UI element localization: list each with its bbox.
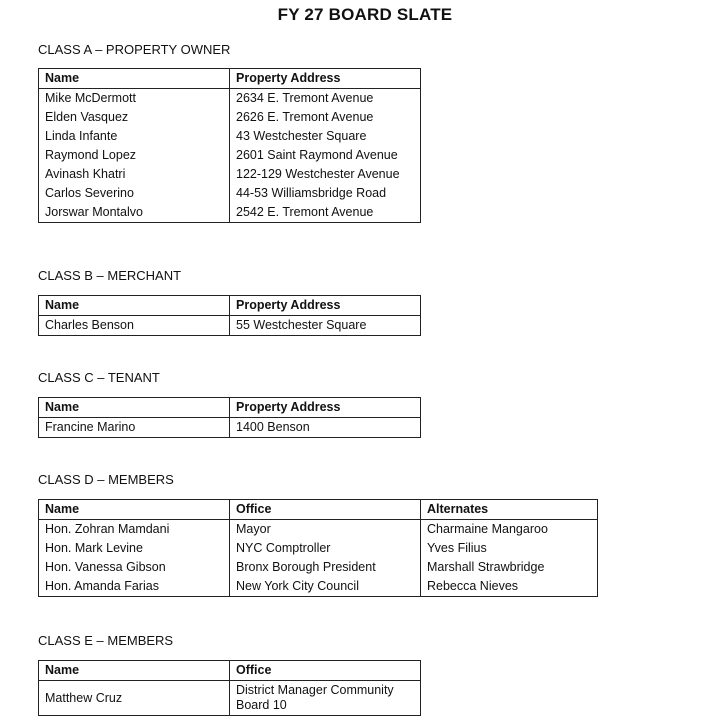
table-row bbox=[39, 184, 421, 203]
table-row bbox=[39, 681, 421, 716]
cell-office: Bronx Borough President bbox=[230, 558, 421, 577]
cell-name: Jorswar Montalvo bbox=[39, 203, 230, 223]
cell-name: Hon. Zohran Mamdani bbox=[39, 520, 230, 540]
table-row bbox=[39, 418, 421, 438]
cell-office: NYC Comptroller bbox=[230, 539, 421, 558]
column-header-name: Name bbox=[39, 296, 230, 316]
page-title: FY 27 BOARD SLATE bbox=[277, 5, 453, 24]
column-header-property-address: Property Address bbox=[230, 296, 421, 316]
table-row bbox=[39, 165, 421, 184]
table-header-row bbox=[39, 296, 421, 316]
class-e-table bbox=[38, 660, 421, 716]
cell-property-address: 43 Westchester Square bbox=[230, 127, 421, 146]
cell-property-address: 2626 E. Tremont Avenue bbox=[230, 108, 421, 127]
cell-name: Raymond Lopez bbox=[39, 146, 230, 165]
cell-property-address: 2542 E. Tremont Avenue bbox=[230, 203, 421, 223]
class-c-heading: CLASS C – TENANT bbox=[38, 370, 160, 385]
cell-name: Hon. Mark Levine bbox=[39, 539, 230, 558]
cell-name: Mike McDermott bbox=[39, 89, 230, 109]
cell-property-address: 55 Westchester Square bbox=[230, 316, 421, 336]
cell-name: Carlos Severino bbox=[39, 184, 230, 203]
class-a-table bbox=[38, 68, 421, 223]
cell-property-address: 1400 Benson bbox=[230, 418, 421, 438]
cell-alternate: Marshall Strawbridge bbox=[421, 558, 598, 577]
cell-property-address: 2634 E. Tremont Avenue bbox=[230, 89, 421, 109]
cell-alternate: Rebecca Nieves bbox=[421, 577, 598, 597]
class-e-heading: CLASS E – MEMBERS bbox=[38, 633, 174, 648]
cell-name: Hon. Amanda Farias bbox=[39, 577, 230, 597]
class-c-table bbox=[38, 397, 421, 438]
table-row bbox=[39, 577, 598, 597]
cell-property-address: 44-53 Williamsbridge Road bbox=[230, 184, 421, 203]
class-a-heading: CLASS A – PROPERTY OWNER bbox=[38, 42, 231, 57]
class-d-heading: CLASS D – MEMBERS bbox=[38, 472, 174, 487]
cell-property-address: 122-129 Westchester Avenue bbox=[230, 165, 421, 184]
table-row bbox=[39, 520, 598, 540]
class-d-table bbox=[38, 499, 598, 597]
column-header-name: Name bbox=[39, 661, 230, 681]
table-header-row bbox=[39, 69, 421, 89]
column-header-property-address: Property Address bbox=[230, 69, 421, 89]
cell-office: District Manager Community Board 10 bbox=[230, 681, 421, 716]
cell-name: Francine Marino bbox=[39, 418, 230, 438]
class-b-table bbox=[38, 295, 421, 336]
column-header-office: Office bbox=[230, 500, 421, 520]
class-b-heading: CLASS B – MERCHANT bbox=[38, 268, 182, 283]
table-row bbox=[39, 127, 421, 146]
cell-office: Mayor bbox=[230, 520, 421, 540]
cell-name: Charles Benson bbox=[39, 316, 230, 336]
cell-office: New York City Council bbox=[230, 577, 421, 597]
column-header-name: Name bbox=[39, 398, 230, 418]
table-row bbox=[39, 146, 421, 165]
cell-property-address: 2601 Saint Raymond Avenue bbox=[230, 146, 421, 165]
cell-alternate: Charmaine Mangaroo bbox=[421, 520, 598, 540]
column-header-alternates: Alternates bbox=[421, 500, 598, 520]
table-row bbox=[39, 316, 421, 336]
cell-name: Elden Vasquez bbox=[39, 108, 230, 127]
table-row bbox=[39, 108, 421, 127]
cell-name: Matthew Cruz bbox=[39, 681, 230, 716]
column-header-property-address: Property Address bbox=[230, 398, 421, 418]
table-row bbox=[39, 539, 598, 558]
table-row bbox=[39, 558, 598, 577]
cell-alternate: Yves Filius bbox=[421, 539, 598, 558]
table-header-row bbox=[39, 398, 421, 418]
table-header-row bbox=[39, 661, 421, 681]
table-row bbox=[39, 203, 421, 223]
cell-name: Avinash Khatri bbox=[39, 165, 230, 184]
table-header-row bbox=[39, 500, 598, 520]
column-header-name: Name bbox=[39, 500, 230, 520]
column-header-name: Name bbox=[39, 69, 230, 89]
column-header-office: Office bbox=[230, 661, 421, 681]
table-row bbox=[39, 89, 421, 109]
cell-name: Hon. Vanessa Gibson bbox=[39, 558, 230, 577]
cell-name: Linda Infante bbox=[39, 127, 230, 146]
